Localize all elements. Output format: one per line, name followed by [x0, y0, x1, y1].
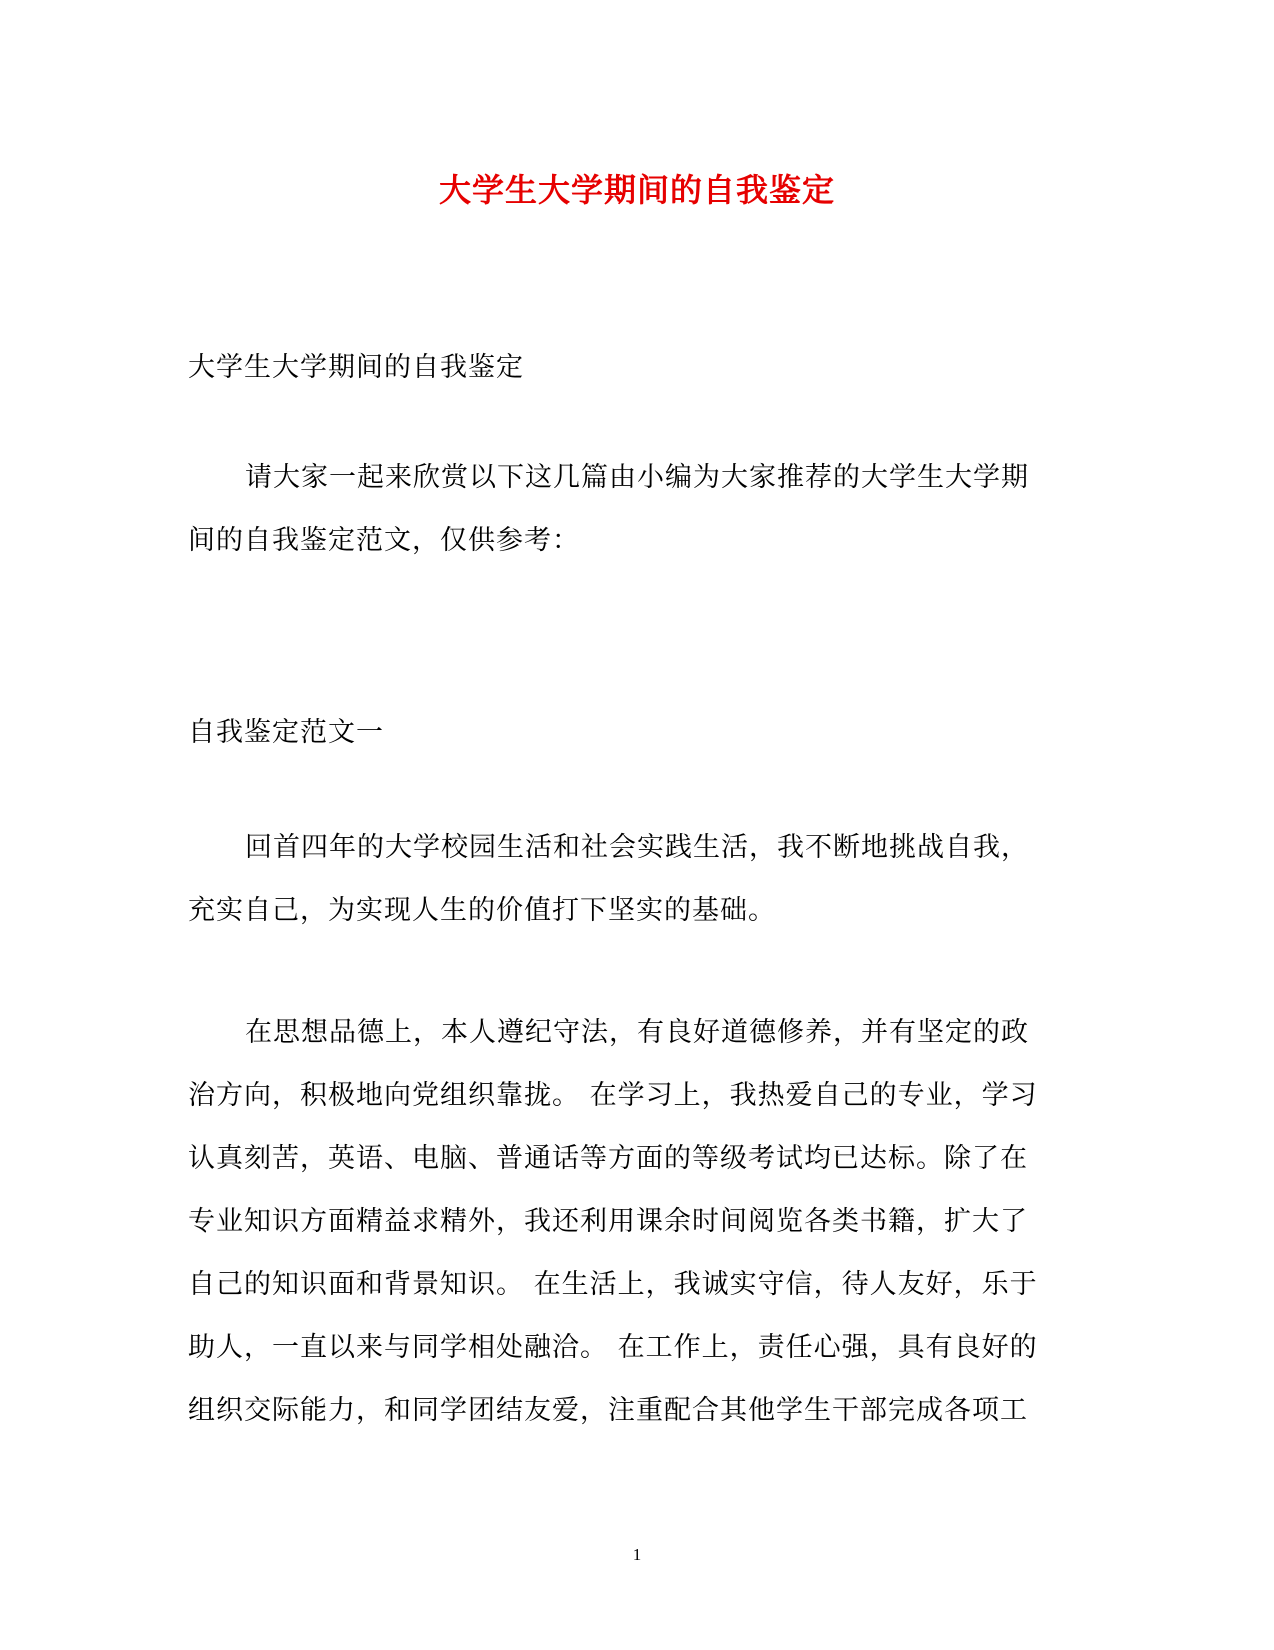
page-number: 1: [632, 1545, 642, 1564]
paragraph2-line-7: 组织交际能力，和同学团结友爱，注重配合其他学生干部完成各项工: [188, 1395, 1028, 1426]
paragraph2-line-4: 专业知识方面精益求精外，我还利用课余时间阅览各类书籍，扩大了: [188, 1206, 1028, 1237]
document-title: 大学生大学期间的自我鉴定: [438, 171, 835, 209]
paragraph2-line-5: 自己的知识面和背景知识。 在生活上，我诚实守信，待人友好，乐于: [188, 1269, 1038, 1300]
paragraph1-line-2: 充实自己，为实现人生的价值打下坚实的基础。: [188, 895, 776, 926]
document-subtitle: 大学生大学期间的自我鉴定: [188, 352, 524, 383]
intro-line-1: 请大家一起来欣赏以下这几篇由小编为大家推荐的大学生大学期: [245, 462, 1029, 493]
paragraph2-line-3: 认真刻苦，英语、电脑、普通话等方面的等级考试均已达标。除了在: [188, 1143, 1028, 1174]
paragraph2-line-2: 治方向，积极地向党组织靠拢。 在学习上，我热爱自己的专业，学习: [188, 1080, 1038, 1111]
intro-line-2: 间的自我鉴定范文，仅供参考：: [188, 525, 580, 556]
paragraph1-line-1: 回首四年的大学校园生活和社会实践生活，我不断地挑战自我，: [245, 832, 1029, 863]
paragraph2-line-1: 在思想品德上，本人遵纪守法，有良好道德修养，并有坚定的政: [245, 1017, 1029, 1048]
section-heading: 自我鉴定范文一: [188, 717, 384, 748]
paragraph2-line-6: 助人，一直以来与同学相处融洽。 在工作上，责任心强，具有良好的: [188, 1332, 1038, 1363]
